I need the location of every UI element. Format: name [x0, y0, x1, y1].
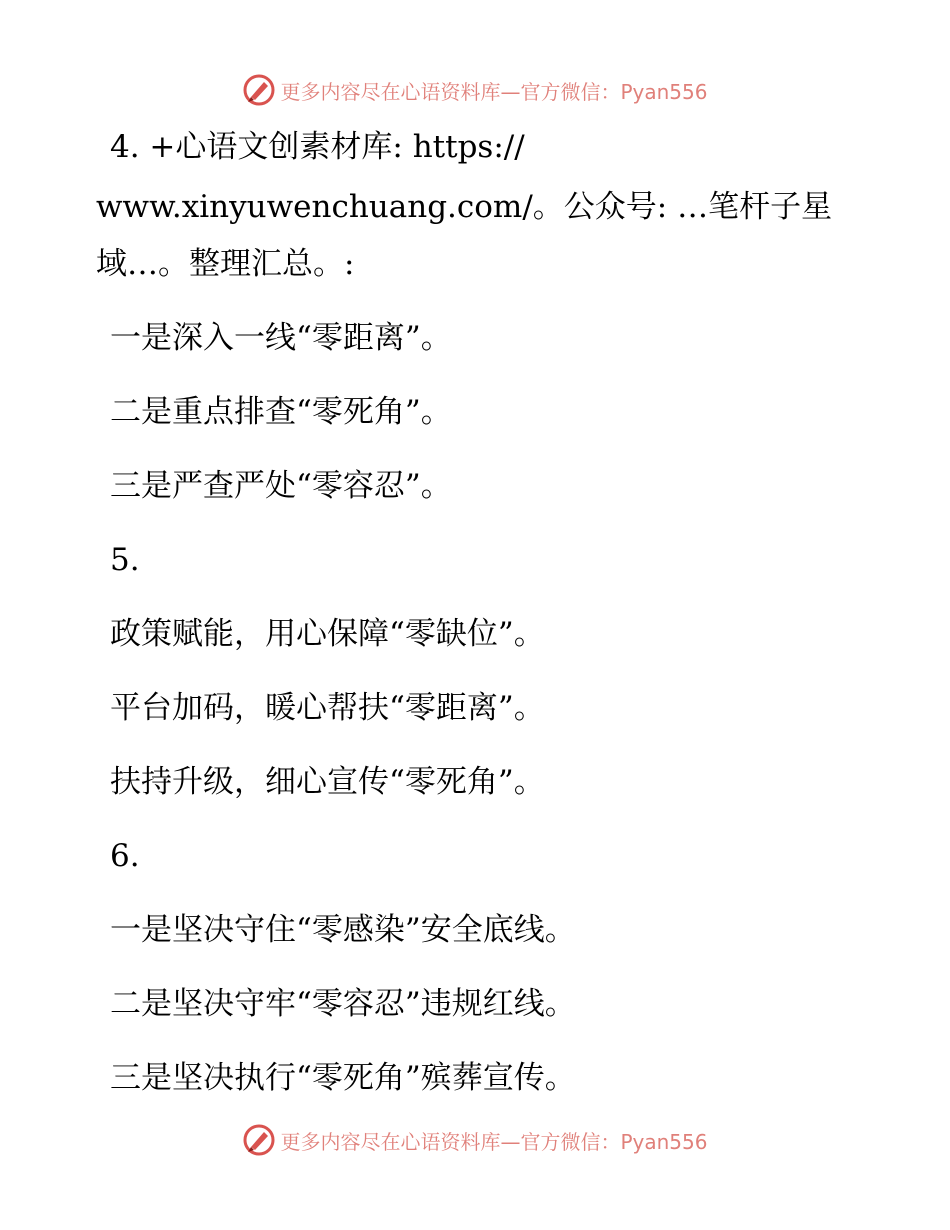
text-line: 6.: [110, 838, 140, 874]
text-line: 三是严查严处“零容忍”。: [110, 468, 452, 504]
pen-logo-icon: [242, 1123, 276, 1157]
text-line: 一是深入一线“零距离”。: [110, 320, 452, 356]
text-line: 扶持升级，细心宣传“零死角”。: [110, 764, 545, 800]
header-watermark: [0, 70, 950, 110]
text-line: 二是坚决守牢“零容忍”违规红线。: [110, 986, 576, 1022]
footer-watermark: [0, 1120, 950, 1160]
text-line: 域…。整理汇总。:: [96, 246, 355, 282]
watermark-text: 更多内容尽在心语资料库—官方微信：Pyan556: [280, 79, 708, 104]
pen-logo-icon: [242, 73, 276, 107]
text-line: 5.: [110, 542, 140, 578]
text-line: 二是重点排查“零死角”。: [110, 394, 452, 430]
text-line: 三是坚决执行“零死角”殡葬宣传。: [110, 1060, 576, 1096]
text-line: 4. +心语文创素材库: https://: [110, 129, 525, 165]
text-line: www.xinyuwenchuang.com/。公众号: …笔杆子星: [96, 189, 833, 225]
text-line: 平台加码，暖心帮扶“零距离”。: [110, 690, 545, 726]
watermark-text: 更多内容尽在心语资料库—官方微信：Pyan556: [280, 1129, 708, 1154]
text-line: 一是坚决守住“零感染”安全底线。: [110, 912, 576, 948]
text-line: 政策赋能，用心保障“零缺位”。: [110, 616, 545, 652]
